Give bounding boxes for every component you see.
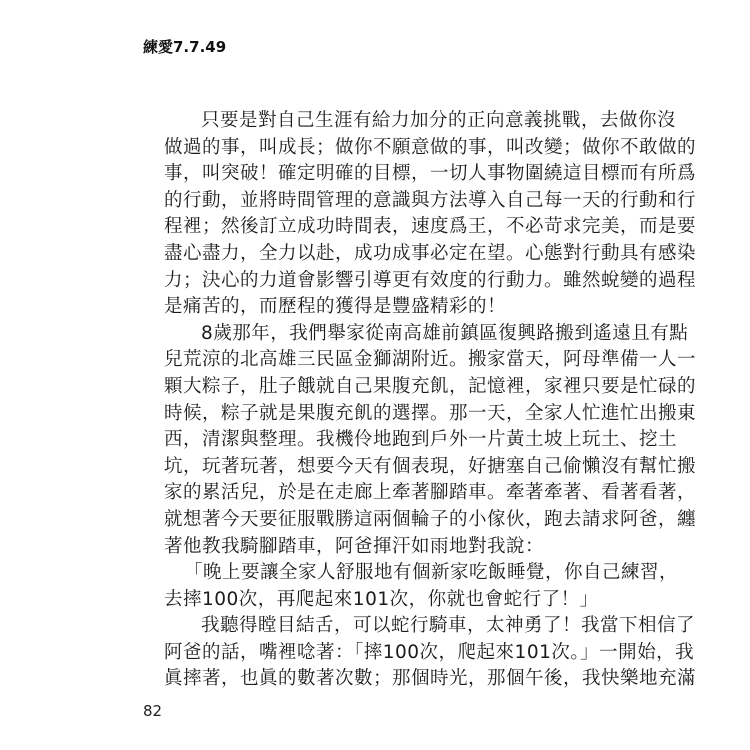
text-line: 著他教我騎腳踏車，阿爸揮汗如雨地對我說：	[164, 535, 545, 557]
body-text	[164, 108, 697, 693]
page-number: 82	[143, 702, 163, 720]
quote-line: 去摔100次，再爬起來101次，你就也會蛇行了！」	[164, 588, 599, 610]
text-line: 力；決心的力道會影響引導更有效度的行動力。雖然蛻變的過程	[164, 269, 697, 291]
text-line: 時候，粽子就是果腹充飢的選擇。那一天，全家人忙進忙出搬東	[164, 402, 697, 424]
text-line: 程裡；然後訂立成功時間表，速度爲王，不必苛求完美，而是要	[164, 216, 697, 238]
text-line: 就想著今天要征服戰勝這兩個輪子的小傢伙，跑去請求阿爸，纏	[164, 508, 697, 530]
text-line: 眞摔著，也眞的數著次數；那個時光，那個午後，我快樂地充滿	[164, 668, 697, 690]
running-header-title: 練愛7.7.49	[143, 38, 227, 56]
text-line: 我聽得瞠目結舌，可以蛇行騎車，太神勇了！我當下相信了	[201, 615, 696, 637]
text-line: 兒荒涼的北高雄三民區金獅湖附近。搬家當天，阿母準備一人一	[164, 349, 697, 371]
text-line: 坑，玩著玩著，想要今天有個表現，好搪塞自己偷懶沒有幫忙搬	[164, 455, 697, 477]
text-line: 盡心盡力，全力以赴，成功成事必定在望。心態對行動具有感染	[164, 242, 697, 264]
text-line: 的行動，並將時間管理的意識與方法導入自己每一天的行動和行	[164, 189, 697, 211]
text-line: 只要是對自己生涯有給力加分的正向意義挑戰，去做你沒	[201, 110, 677, 131]
text-line: 家的累活兒，於是在走廊上牽著腳踏車。牽著牽著、看著看著，	[164, 482, 697, 504]
text-line: 做過的事，叫成長；做你不願意做的事，叫改變；做你不敢做的	[164, 136, 697, 158]
text-line: 是痛苦的，而歷程的獲得是豐盛精彩的！	[164, 296, 507, 318]
text-line: 顆大粽子，肚子餓就自己果腹充飢，記憶裡，家裡只要是忙碌的	[164, 375, 697, 397]
text-line: 阿爸的話，嘴裡唸著：「摔100次，爬起來101次。」一開始，我	[164, 641, 695, 663]
text-line: 8歲那年，我們舉家從南高雄前鎮區復興路搬到遙遠且有點	[201, 322, 689, 344]
text-line: 事，叫突破！確定明確的目標，一切人事物圍繞這目標而有所爲	[164, 163, 697, 185]
quote-line: 「晚上要讓全家人舒服地有個新家吃飯睡覺，你自己練習，	[184, 562, 679, 584]
text-line: 西，清潔與整理。我機伶地跑到戶外一片黃土坡上玩土、挖土	[164, 429, 678, 451]
